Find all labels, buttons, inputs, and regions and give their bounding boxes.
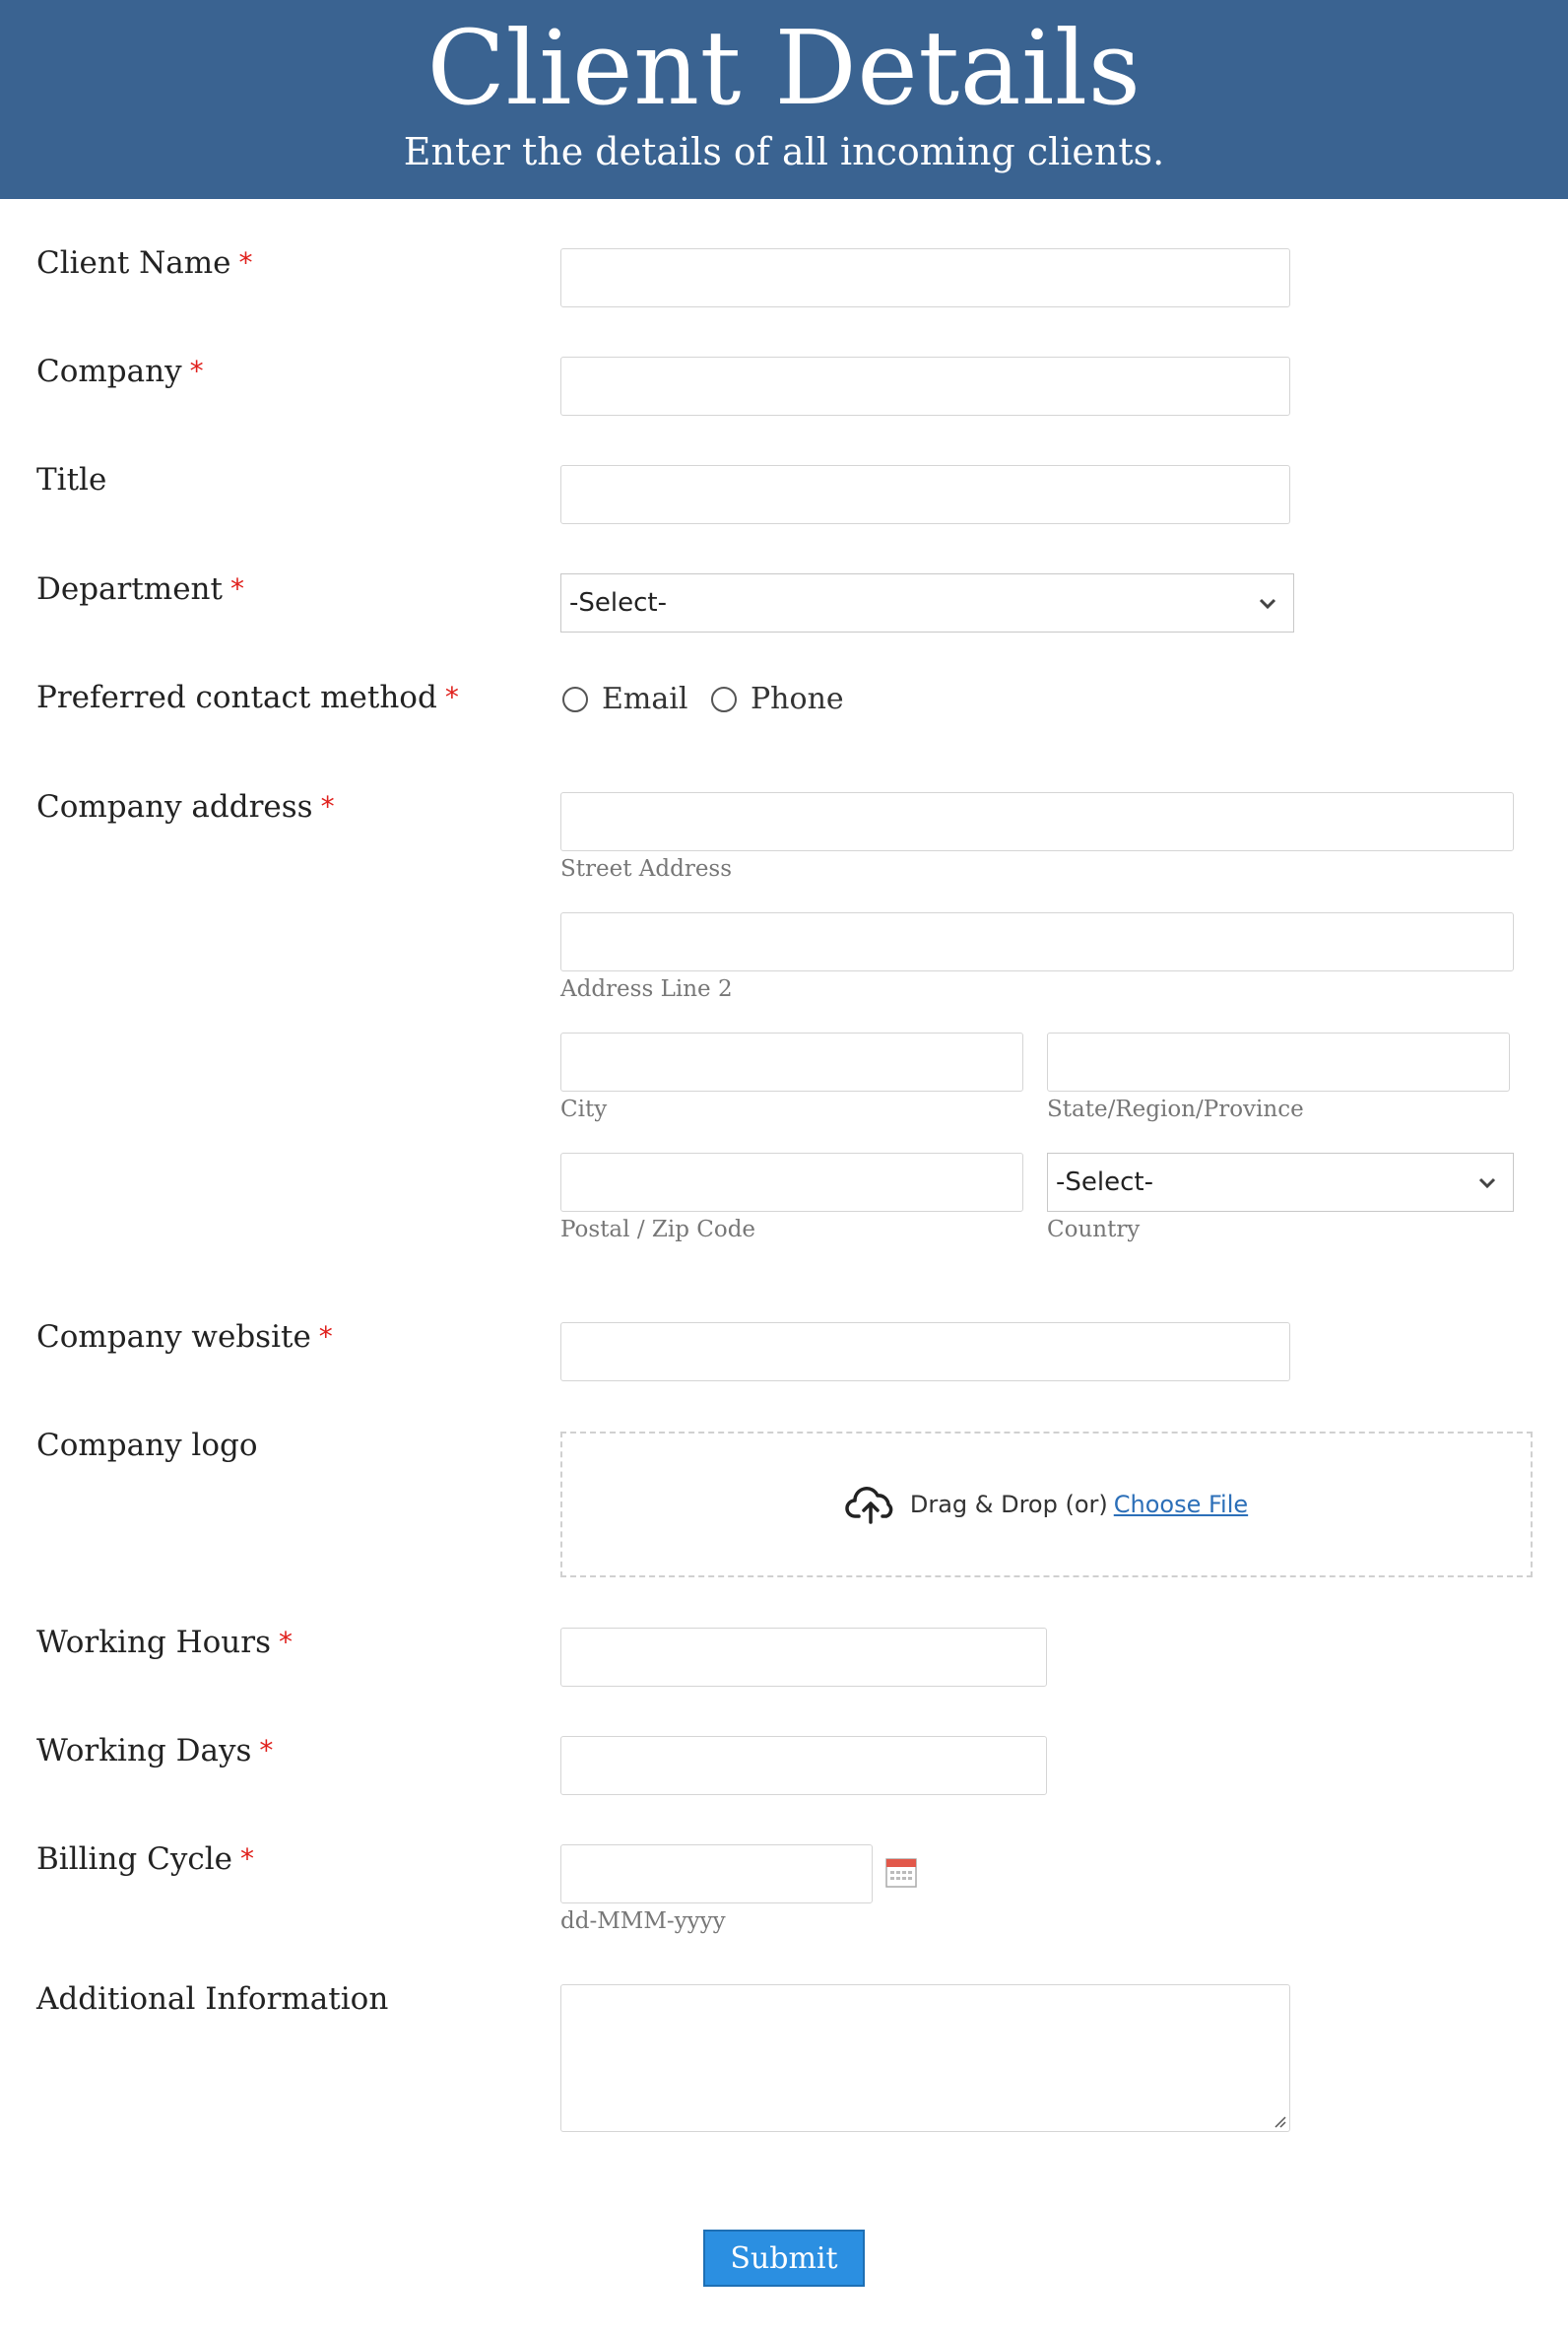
additional-info-label-text: Additional Information [36,1981,389,2017]
street-address-sublabel: Street Address [560,856,733,882]
chevron-down-icon [1475,1170,1499,1194]
contact-method-label-text: Preferred contact method [36,680,437,715]
billing-cycle-label-text: Billing Cycle [36,1841,232,1877]
resize-handle-icon[interactable] [1271,2112,1286,2128]
working-hours-label-text: Working Hours [36,1625,271,1660]
country-selected-value: -Select- [1056,1168,1153,1197]
department-select[interactable] [560,573,1294,633]
required-marker: * [444,681,459,713]
billing-cycle-date-input[interactable] [560,1844,873,1903]
department-label [36,569,244,609]
working-days-input[interactable] [560,1736,1047,1795]
radio-button[interactable] [562,687,588,712]
contact-method-label [36,678,459,717]
additional-info-textarea[interactable] [560,1984,1290,2132]
company-website-input[interactable] [560,1322,1290,1381]
radio-email[interactable] [562,682,687,716]
city-input[interactable] [560,1033,1023,1092]
required-marker: * [238,246,253,279]
date-format-hint: dd-MMM-yyyy [560,1908,726,1934]
chevron-down-icon [1256,591,1279,615]
client-name-label [36,243,253,283]
title-input[interactable] [560,465,1290,524]
page-subtitle: Enter the details of all incoming clients. [403,130,1165,173]
radio-phone-label: Phone [751,682,844,716]
company-label [36,352,204,391]
choose-file-link[interactable]: Choose File [1113,1491,1249,1518]
radio-phone[interactable] [711,682,844,716]
page-title: Client Details [426,8,1142,128]
working-days-label-text: Working Days [36,1733,252,1768]
client-name-label-text: Client Name [36,245,231,281]
state-input[interactable] [1047,1033,1510,1092]
postal-code-sublabel: Postal / Zip Code [560,1217,756,1242]
address-line2-input[interactable] [560,912,1514,971]
required-marker: * [279,1626,293,1658]
form-header [0,0,1568,199]
title-label-text: Title [36,462,107,498]
country-sublabel: Country [1047,1217,1141,1242]
radio-button[interactable] [711,687,737,712]
state-sublabel: State/Region/Province [1047,1097,1304,1122]
department-selected-value: -Select- [569,588,667,618]
street-address-input[interactable] [560,792,1514,851]
calendar-icon[interactable] [885,1858,917,1888]
company-address-label-text: Company address [36,789,313,825]
file-drop-zone[interactable] [560,1432,1533,1577]
additional-info-label [36,1979,388,2019]
company-logo-label-text: Company logo [36,1428,258,1463]
country-select[interactable] [1047,1153,1514,1212]
drop-text: Drag & Drop (or) [909,1491,1108,1518]
required-marker: * [259,1734,274,1767]
radio-email-label: Email [602,682,688,716]
cloud-upload-icon [845,1485,896,1524]
address-line2-sublabel: Address Line 2 [560,976,733,1002]
postal-code-input[interactable] [560,1153,1023,1212]
working-days-label [36,1731,273,1770]
billing-cycle-label [36,1839,254,1879]
company-address-label [36,787,335,827]
company-logo-label [36,1426,258,1465]
required-marker: * [320,790,335,823]
company-website-label-text: Company website [36,1319,311,1355]
working-hours-input[interactable] [560,1628,1047,1687]
company-website-label [36,1317,333,1357]
department-label-text: Department [36,571,223,607]
required-marker: * [229,572,244,605]
title-label [36,460,106,500]
client-name-input[interactable] [560,248,1290,307]
required-marker: * [189,355,204,387]
company-label-text: Company [36,354,182,389]
required-marker: * [239,1842,254,1875]
city-sublabel: City [560,1097,608,1122]
company-input[interactable] [560,357,1290,416]
working-hours-label [36,1623,293,1662]
submit-button[interactable]: Submit [703,2230,865,2287]
required-marker: * [318,1320,333,1353]
